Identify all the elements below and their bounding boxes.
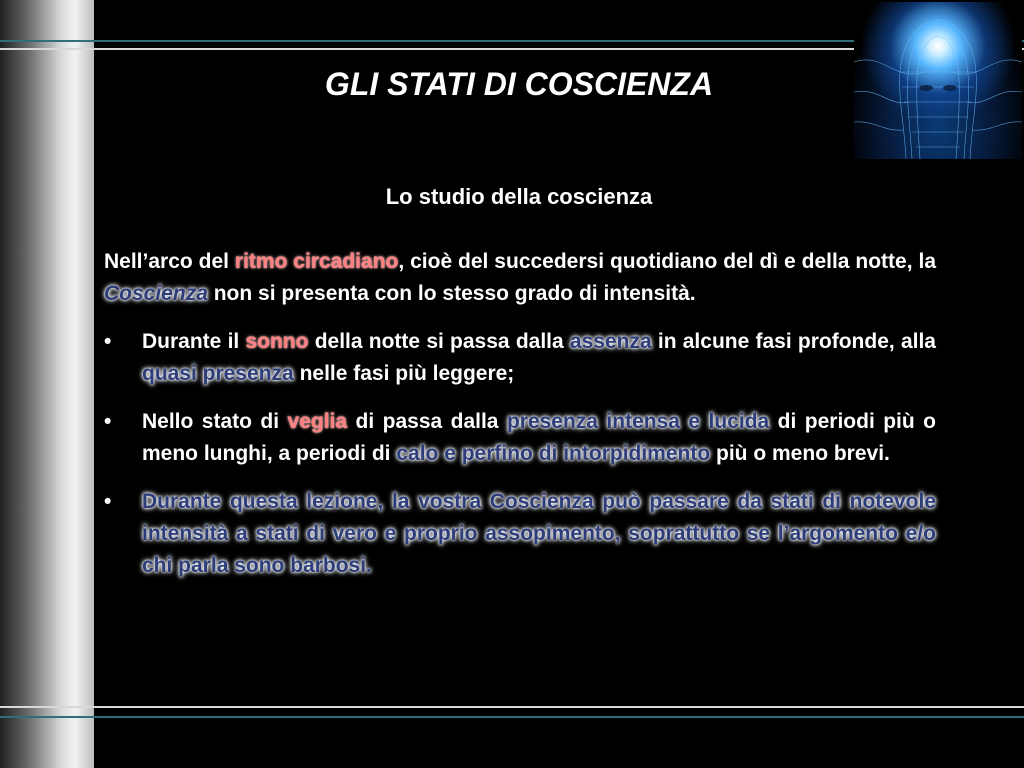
bullet-text: in alcune fasi profonde, alla xyxy=(651,330,936,353)
slide-body xyxy=(104,246,936,598)
intro-text-1: Nell’arco del xyxy=(104,250,235,273)
bullet-text: Durante il xyxy=(142,330,246,353)
highlight-coscienza: Coscienza xyxy=(104,282,208,305)
bullet-text: della notte si passa dalla xyxy=(308,330,570,353)
bullet-marker: • xyxy=(104,490,112,513)
slide-subtitle: Lo studio della coscienza xyxy=(385,184,653,209)
bullet-text: più o meno brevi. xyxy=(710,442,890,465)
bottom-teal-line xyxy=(0,716,1024,718)
highlight-quasi-presenza: quasi presenza xyxy=(142,362,294,385)
bullet-veglia xyxy=(104,406,936,470)
bullet-sonno xyxy=(104,326,936,390)
highlight-assenza: assenza xyxy=(569,330,652,353)
left-gradient-bar xyxy=(0,0,94,768)
slide-title: GLI STATI DI COSCIENZA xyxy=(324,66,714,102)
intro-text-2: , cioè del succedersi quotidiano del dì e della notte, la xyxy=(398,250,936,273)
highlight-sonno: sonno xyxy=(245,330,309,353)
highlight-veglia: veglia xyxy=(287,410,348,433)
bullet-marker: • xyxy=(104,410,112,433)
intro-text-3: non si presenta con lo stesso grado di intensità. xyxy=(207,282,696,305)
bullet-text: di periodi più o meno lunghi, a periodi di xyxy=(142,410,936,465)
bullet-marker: • xyxy=(104,330,112,353)
bottom-white-line xyxy=(0,706,1024,708)
highlight-ritmo-circadiano: ritmo circadiano xyxy=(234,250,399,273)
highlight-presenza-intensa: presenza intensa e lucida xyxy=(506,410,770,433)
bullet-text: di passa dalla xyxy=(347,410,507,433)
bullet-text: nelle fasi più leggere; xyxy=(293,362,515,385)
intro-paragraph xyxy=(104,246,936,310)
bullet-lezione-text: Durante questa lezione, la vostra Coscienza può passare da stati di notevole intensità a stati di vero e proprio assopimento, soprattutto se l’argomento e/o chi parla sono barbosi. xyxy=(142,490,936,577)
bullet-lezione xyxy=(104,486,936,582)
bullet-text: Nello stato di xyxy=(142,410,288,433)
highlight-calo-intorpidimento: calo e perfino di intorpidimento xyxy=(396,442,711,465)
